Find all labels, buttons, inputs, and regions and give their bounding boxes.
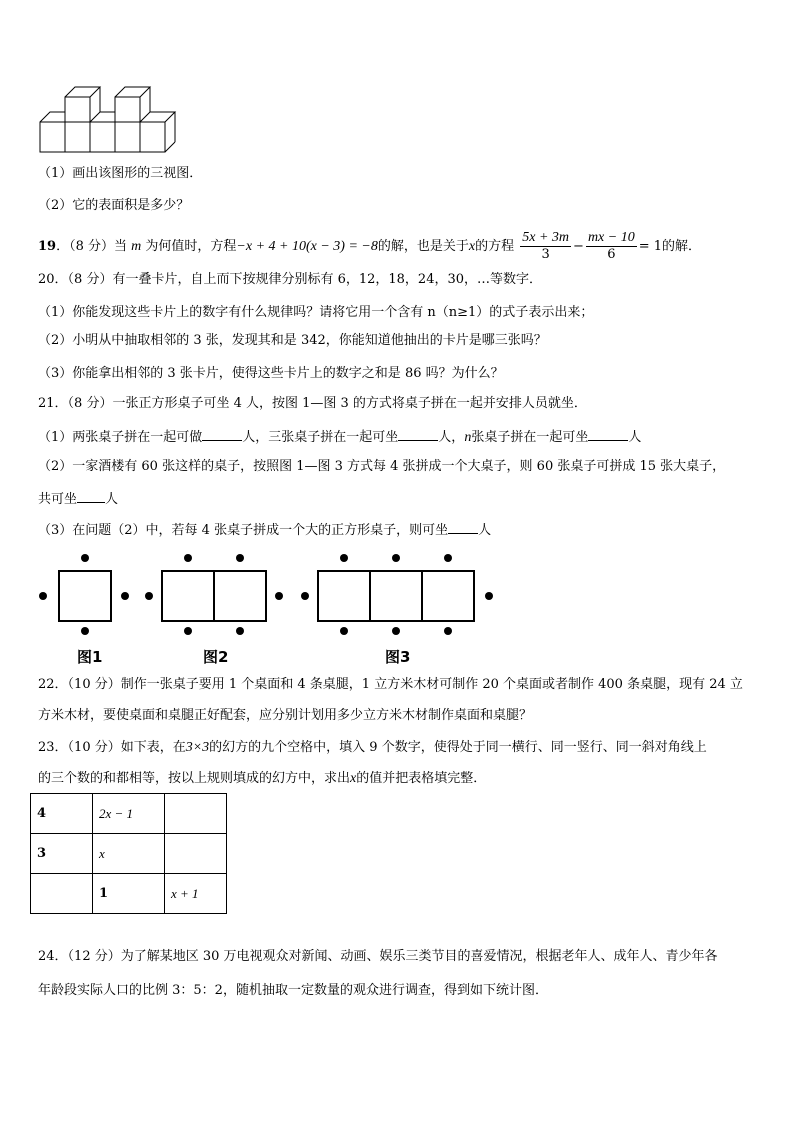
- seat-dot: [184, 554, 192, 562]
- fig3-table: [318, 571, 474, 621]
- table-cell: 3: [31, 834, 93, 874]
- q18-sub1: （1）画出该图形的三视图．: [38, 166, 203, 181]
- q20-sub3: （3）你能拿出相邻的 3 张卡片，使得这些卡片上的数字之和是 86 吗？为什么？: [38, 366, 504, 381]
- answer-blank[interactable]: [398, 428, 438, 441]
- seat-dot: [485, 592, 493, 600]
- q23-line1: 23．（10 分）如下表，在3×3的幻方的九个空格中，填入 9 个数字，使得处于同一横行、同一竖行、同一斜对角线上: [38, 740, 707, 755]
- fraction-1: $\frac{5x + 3m}{3}$: [522, 230, 570, 262]
- answer-blank[interactable]: [202, 428, 242, 441]
- q20-sub1: （1）你能发现这些卡片上的数字有什么规律吗？请将它用一个含有 n（n≥1）的式子表示出来；: [38, 305, 594, 320]
- seat-dot: [236, 627, 244, 635]
- tables-figure: [36, 552, 506, 638]
- q21-sub2-cont: 共可坐 人: [38, 492, 119, 507]
- seat-dot: [39, 592, 47, 600]
- q18-sub2: （2）它的表面积是多少？: [38, 198, 190, 213]
- q21-line: 21．（8 分）一张正方形桌子可坐 4 人，按图 1—图 3 的方式将桌子拼在一起并安排人员就坐．: [38, 396, 587, 411]
- table-cell: [165, 834, 227, 874]
- fig1-table: [59, 571, 111, 621]
- q21-sub2: （2）一家酒楼有 60 张这样的桌子，按照图 1—图 3 方式每 4 张拼成一个大桌子，则 60 张桌子可拼成 15 张大桌子，: [38, 459, 726, 474]
- q23-line2: 的三个数的和都相等，按以上规则填成的幻方中，求出x的值并把表格填完整．: [38, 771, 487, 786]
- seat-dot: [392, 627, 400, 635]
- fig3-label: 图3: [385, 648, 411, 666]
- seat-dot: [275, 592, 283, 600]
- table-cell: 4: [31, 794, 93, 834]
- table-cell: [165, 794, 227, 834]
- table-cell: 1: [93, 874, 165, 914]
- table-row: [31, 874, 227, 914]
- seat-dot: [392, 554, 400, 562]
- q19-number: 19: [38, 239, 57, 254]
- q24-line2: 年龄段实际人口的比例 3：5：2，随机抽取一定数量的观众进行调查，得到如下统计图．: [38, 983, 548, 998]
- var-m: m: [131, 239, 142, 254]
- fig1-label: 图1: [77, 648, 103, 666]
- q21-sub3: （3）在问题（2）中，若每 4 张桌子拼成一个大的正方形桌子，则可坐 人: [38, 523, 492, 538]
- equation-1: −x + 4 + 10(x − 3) = −8: [236, 239, 378, 254]
- q21-sub1: （1）两张桌子拼在一起可做 人，三张桌子拼在一起可坐 人，n张桌子拼在一起可坐 人: [38, 430, 642, 445]
- seat-dot: [236, 554, 244, 562]
- fraction-2: $\frac{mx - 10}{6}$: [587, 230, 635, 262]
- q22-line1: 22．（10 分）制作一张桌子要用 1 个桌面和 4 条桌腿，1 立方米木材可制作 20 个桌面或者制作 400 条桌腿，现有 24 立: [38, 677, 743, 692]
- q22-line2: 方米木材，要使桌面和桌腿正好配套，应分别计划用多少立方米木材制作桌面和桌腿？: [38, 708, 533, 723]
- seat-dot: [184, 627, 192, 635]
- table-cell: x: [93, 834, 165, 874]
- seat-dot: [301, 592, 309, 600]
- q20-line: 20．（8 分）有一叠卡片，自上而下按规律分别标有 6，12，18，24，30，…等数字．: [38, 272, 543, 287]
- fig2-label: 图2: [203, 648, 229, 666]
- table-row: [31, 794, 227, 834]
- seat-dot: [340, 627, 348, 635]
- cube-stack-figure: [36, 84, 186, 156]
- table-cell: x + 1: [165, 874, 227, 914]
- q19-line: 19．（8 分）当 m 为何值时，方程−x + 4 + 10(x − 3) = −8的解，也是关于x的方程 $\frac{5x + 3m}{3}$ − $\frac{mx - 10}{6}$ = 1的解．: [38, 230, 702, 262]
- q20-sub2: （2）小明从中抽取相邻的 3 张，发现其和是 342，你能知道他抽出的卡片是哪三张吗？: [38, 333, 547, 348]
- answer-blank[interactable]: [588, 428, 628, 441]
- seat-dot: [121, 592, 129, 600]
- answer-blank[interactable]: [448, 521, 478, 534]
- seat-dot: [444, 627, 452, 635]
- seat-dot: [81, 627, 89, 635]
- q24-line1: 24．（12 分）为了解某地区 30 万电视观众对新闻、动画、娱乐三类节目的喜爱情况，根据老年人、成年人、青少年各: [38, 949, 718, 964]
- answer-blank[interactable]: [77, 490, 105, 503]
- seat-dot: [444, 554, 452, 562]
- seat-dot: [145, 592, 153, 600]
- table-cell: [31, 874, 93, 914]
- table-cell: 2x − 1: [93, 794, 165, 834]
- seat-dot: [340, 554, 348, 562]
- seat-dot: [81, 554, 89, 562]
- table-row: [31, 834, 227, 874]
- magic-square-table: [30, 793, 227, 914]
